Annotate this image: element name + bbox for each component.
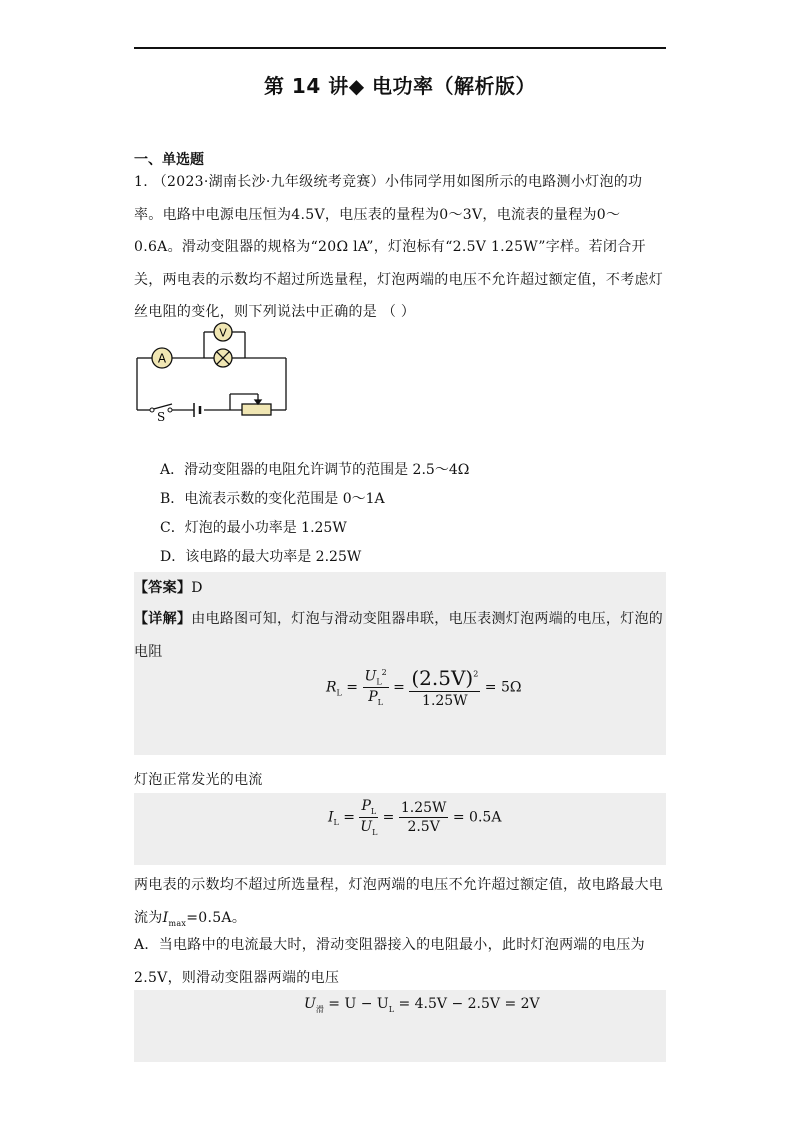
top-rule (134, 47, 666, 49)
circuit-diagram (134, 320, 294, 425)
answer-label: 【答案】 (134, 580, 192, 596)
page-title: 第 14 讲◆ 电功率（解析版） (263, 74, 537, 98)
options-list (160, 456, 469, 572)
option-b: B．电流表示数的变化范围是 0～1A (160, 491, 385, 507)
question-number: 1. (134, 174, 148, 190)
option-a: A．滑动变阻器的电阻允许调节的范围是 2.5～4Ω (160, 462, 470, 478)
equation-resistance: $R_L$ = $\frac{U_L^2}{P_L}$ = $\frac{(2.5V)^2}{1.25W}$ = 5Ω (326, 666, 522, 709)
question-1 (134, 166, 668, 329)
current-paragraph: 灯泡正常发光的电流 (134, 772, 263, 788)
equation-current: $I_L$ = $\frac{P_L}{U_L}$ = $\frac{1.25W}{2.5V}$ = 0.5A (328, 798, 502, 837)
answer-value: D (191, 580, 203, 596)
option-d: D．该电路的最大功率是 2.25W (160, 549, 362, 565)
answer-line (134, 572, 668, 605)
option-a-analysis: A．当电路中的电流最大时，滑动变阻器接入的电阻最小，此时灯泡两端的电压为2.5V，则滑动变阻器两端的电压 (134, 937, 645, 986)
question-text: （2023·湖南长沙·九年级统考竞赛）小伟同学用如图所示的电路测小灯泡的功率。电路中电源电压恒为4.5V，电压表的量程为0～3V，电流表的量程为0～0.6A。滑动变阻器的规格为“20Ω lA”，灯泡标有“2.5V 1.25W”字样。若闭合开关，两电表的示数均不超过所选量程，灯泡两端的电压不允许超过额定值，不考虑灯丝电阻的变化，则下列说法中正确的是 （ ） (134, 174, 664, 320)
detail-text: 由电路图可知，灯泡与滑动变阻器串联，电压表测灯泡两端的电压，灯泡的电阻 (134, 611, 664, 660)
equation-rheostat-voltage: $U_滑 = U - U_L = 4.5V - 2.5V = 2V$ (304, 996, 540, 1014)
option-c: C．灯泡的最小功率是 1.25W (160, 520, 347, 536)
switch-label: S (157, 410, 166, 424)
detail-paragraph (134, 603, 668, 668)
detail-label: 【详解】 (134, 611, 192, 627)
max-current-paragraph: 两电表的示数均不超过所选量程，灯泡两端的电压不允许超过额定值，故电路最大电流为$I_{max}=0.5A$。 (134, 877, 664, 928)
voltmeter-label: V (219, 326, 227, 340)
section-heading: 一、单选题 (134, 152, 204, 168)
ammeter-label: A (157, 351, 167, 366)
